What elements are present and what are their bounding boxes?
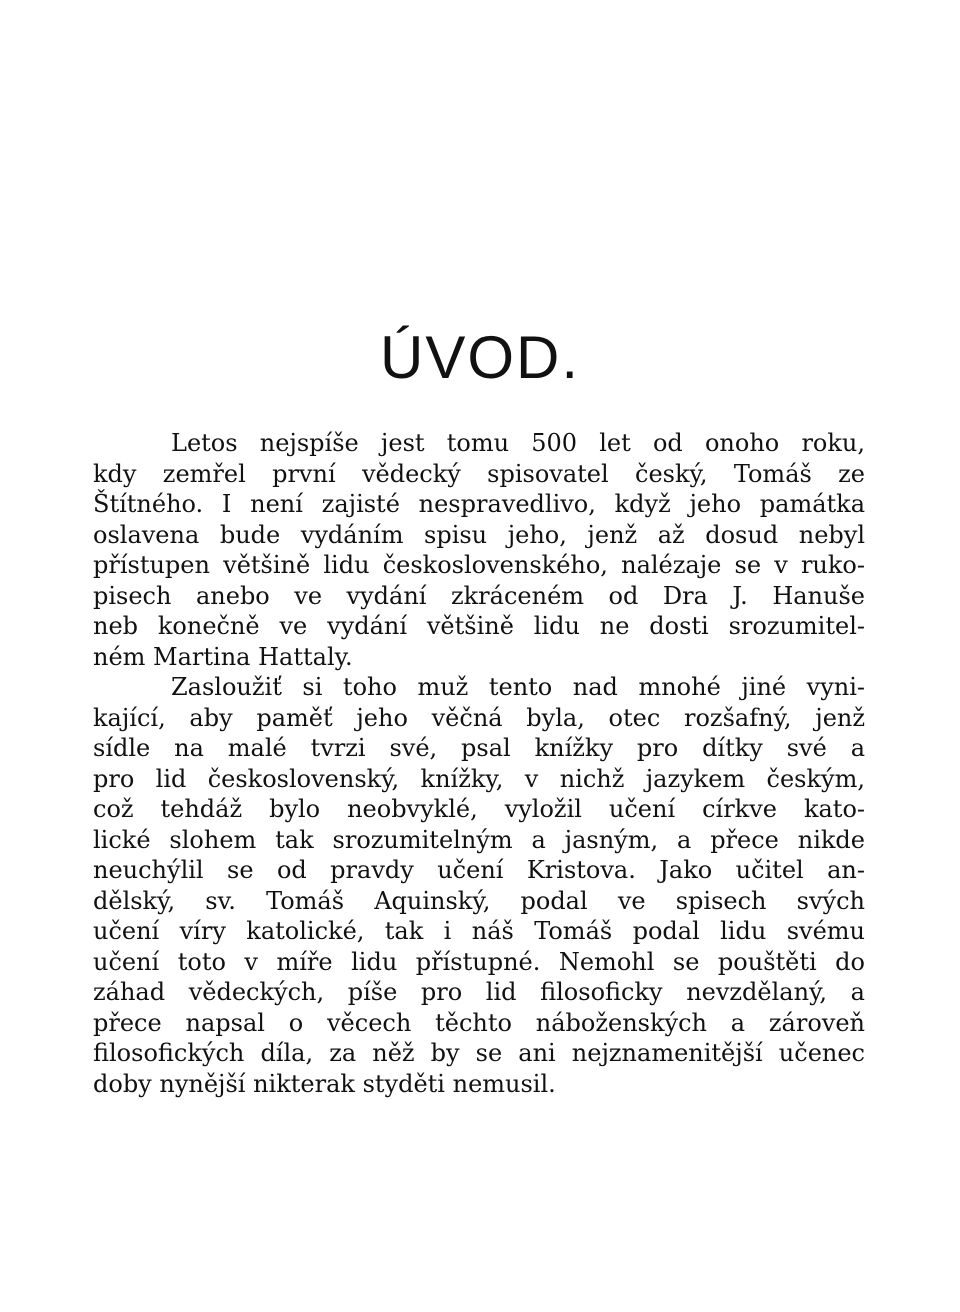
text-line: Štítného. I není zajisté nespravedlivo, když jeho památka (93, 490, 865, 518)
body-text (93, 428, 865, 1099)
chapter-title: ÚVOD. (379, 324, 581, 391)
text-line: kající, aby paměť jeho věčná byla, otec rozšafný, jenž (93, 703, 865, 732)
text-line: doby nynější nikterak styděti nemusil. (93, 1069, 556, 1098)
text-line: lické slohem tak srozumitelným a jasným, a přece nikde (93, 825, 865, 854)
paragraph-1 (93, 428, 865, 672)
text-line: neuchýlil se od pravdy učení Kristova. Jako učitel an- (93, 856, 865, 884)
text-line: přístupen většině lidu československého, nalézaje se v ruko- (93, 551, 865, 579)
text-line: oslavena bude vydáním spisu jeho, jenž až dosud nebyl (93, 520, 865, 549)
text-line: učení víry katolické, tak i náš Tomáš podal lidu svému (93, 917, 865, 945)
paragraph-2 (93, 672, 865, 1099)
text-line: přece napsal o věcech těchto náboženských a zároveň (93, 1008, 865, 1037)
text-line: dělský, sv. Tomáš Aquinský, podal ve spisech svých (93, 886, 865, 915)
text-line: učení toto v míře lidu přístupné. Nemohl se pouštěti do (93, 947, 865, 976)
text-line: kdy zemřel první vědecký spisovatel český, Tomáš ze (93, 459, 865, 488)
text-line: filosofických díla, za něž by se ani nejznamenitější učenec (93, 1039, 865, 1067)
text-line: což tehdáž bylo neobvyklé, vyložil učení církve kato- (93, 795, 865, 823)
text-line: Zasloužiť si toho muž tento nad mnohé jiné vyni- (171, 673, 865, 701)
text-line: neb konečně ve vydání většině lidu ne dosti srozumitel- (93, 612, 865, 640)
text-line: Letos nejspíše jest tomu 500 let od onoho roku, (171, 429, 865, 457)
text-line: záhad vědeckých, píše pro lid filosoficky nevzdělaný, a (93, 978, 865, 1006)
text-line: sídle na malé tvrzi své, psal knížky pro dítky své a (93, 734, 865, 762)
text-line: pro lid československý, knížky, v nichž jazykem českým, (93, 764, 865, 793)
text-line: ném Martina Hattaly. (93, 642, 353, 671)
text-line: pisech anebo ve vydání zkráceném od Dra J. Hanuše (93, 581, 865, 610)
